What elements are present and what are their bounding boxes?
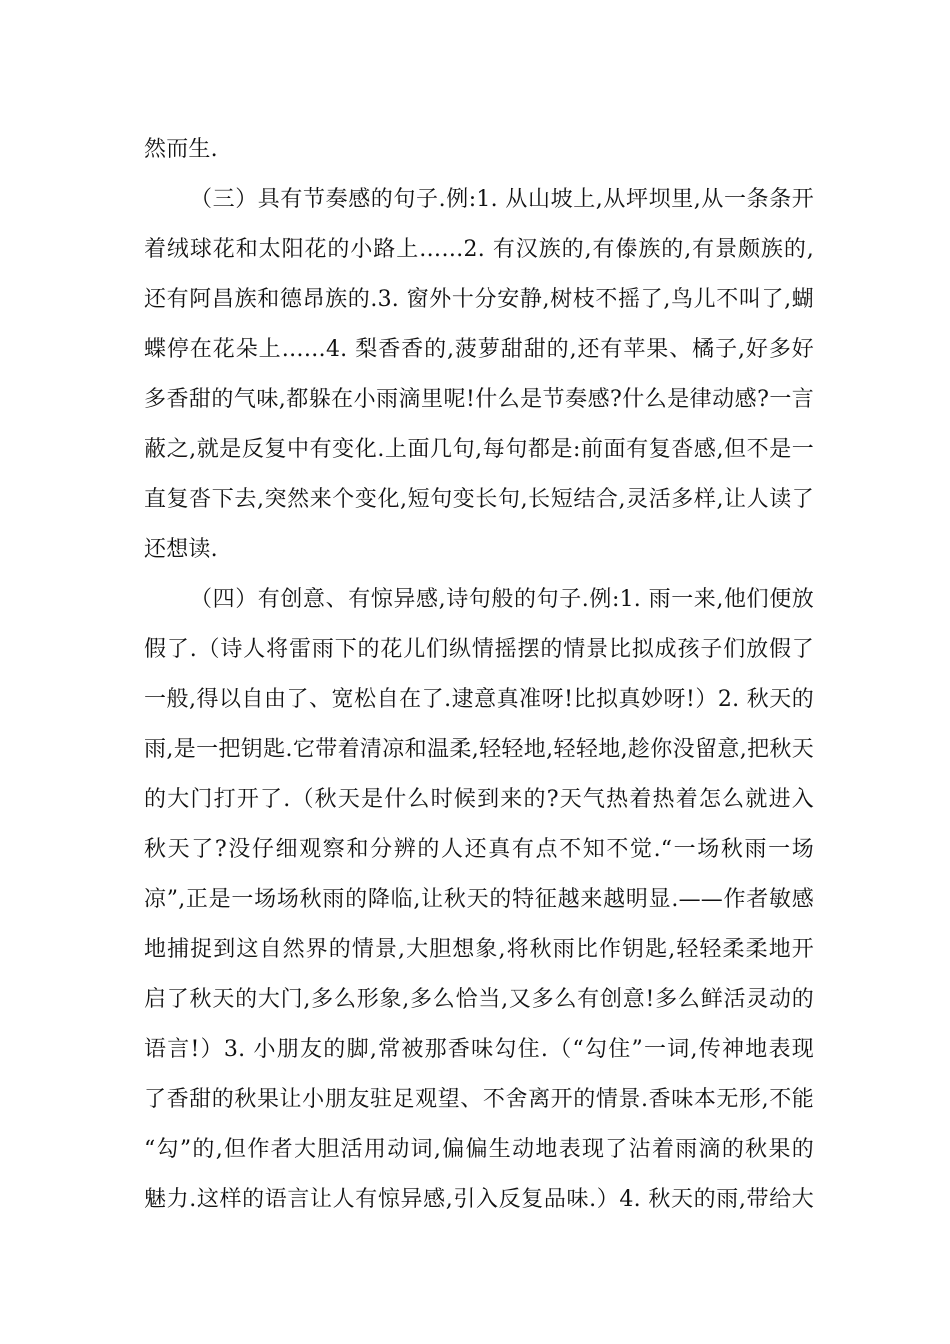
text-line: 还想读. xyxy=(144,537,218,562)
text-line: 一般,得以自由了、宽松自在了.逮意真准呀!比拟真妙呀!）2. 秋天的 xyxy=(144,687,814,712)
text-line: 启了秋天的大门,多么形象,多么恰当,又多么有创意!多么鲜活灵动的 xyxy=(144,987,814,1012)
text-line: 还有阿昌族和德昂族的.3. 窗外十分安静,树枝不摇了,鸟儿不叫了,蝴 xyxy=(144,287,814,312)
text-line: 假了.（诗人将雷雨下的花儿们纵情摇摆的情景比拟成孩子们放假了 xyxy=(144,637,814,662)
text-line: 着绒球花和太阳花的小路上……2. 有汉族的,有傣族的,有景颇族的, xyxy=(144,237,814,262)
text-line: 秋天了?没仔细观察和分辨的人还真有点不知不觉.“一场秋雨一场 xyxy=(144,837,814,862)
text-line: 直复沓下去,突然来个变化,短句变长句,长短结合,灵活多样,让人读了 xyxy=(144,487,814,512)
text-line: 凉”,正是一场场秋雨的降临,让秋天的特征越来越明显.——作者敏感 xyxy=(144,887,814,912)
text-line: 了香甜的秋果让小朋友驻足观望、不舍离开的情景.香味本无形,不能 xyxy=(144,1087,814,1112)
text-line: “勾”的,但作者大胆活用动词,偏偏生动地表现了沾着雨滴的秋果的 xyxy=(144,1137,814,1162)
text-line: 魅力.这样的语言让人有惊异感,引入反复品味.）4. 秋天的雨,带给大 xyxy=(144,1187,814,1212)
text-line: 蝶停在花朵上……4. 梨香香的,菠萝甜甜的,还有苹果、橘子,好多好 xyxy=(144,337,814,362)
text-line: 多香甜的气味,都躲在小雨滴里呢!什么是节奏感?什么是律动感?一言 xyxy=(144,387,814,412)
text-line: 蔽之,就是反复中有变化.上面几句,每句都是:前面有复沓感,但不是一 xyxy=(144,437,814,462)
paragraph-three-heading-line: （三）具有节奏感的句子.例:1. 从山坡上,从坪坝里,从一条条开 xyxy=(190,187,814,212)
text-line: 雨,是一把钥匙.它带着清凉和温柔,轻轻地,轻轻地,趁你没留意,把秋天 xyxy=(144,737,814,762)
text-line: 然而生. xyxy=(144,137,218,162)
paragraph-four-heading-line: （四）有创意、有惊异感,诗句般的句子.例:1. 雨一来,他们便放 xyxy=(190,587,814,612)
text-line: 语言!）3. 小朋友的脚,常被那香味勾住.（“勾住”一词,传神地表现 xyxy=(144,1037,814,1062)
text-line: 地捕捉到这自然界的情景,大胆想象,将秋雨比作钥匙,轻轻柔柔地开 xyxy=(144,937,814,962)
text-line: 的大门打开了.（秋天是什么时候到来的?天气热着热着怎么就进入 xyxy=(144,787,814,812)
